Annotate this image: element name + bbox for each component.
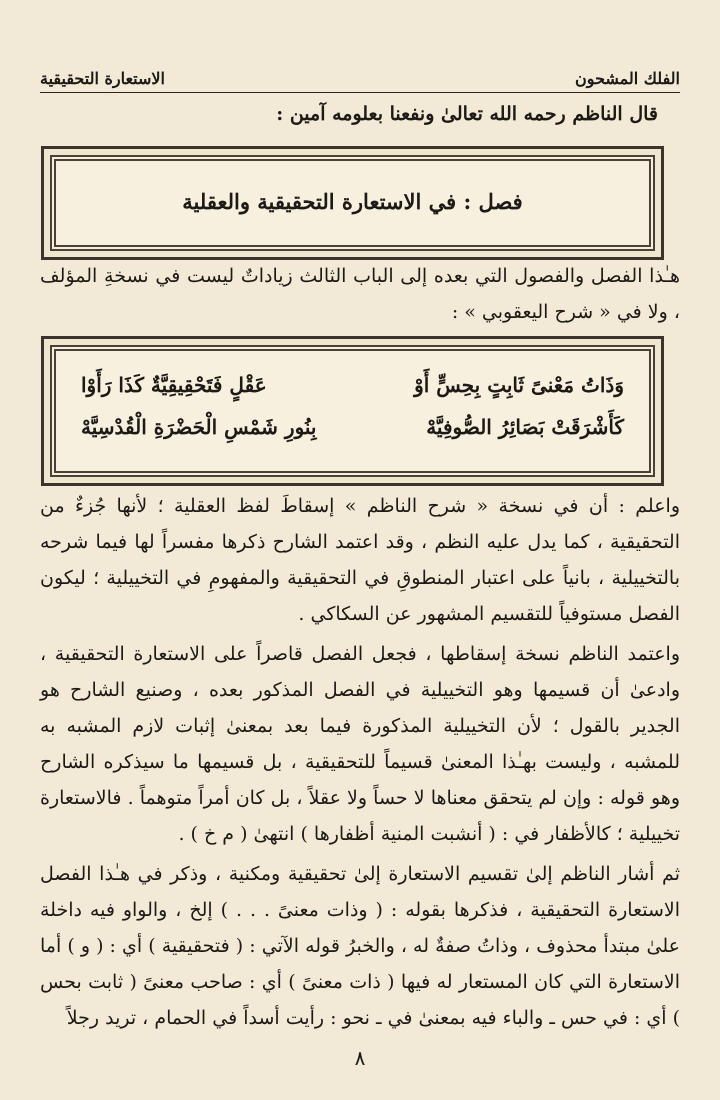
running-head-section-title: الاستعارة التحقيقية [40, 69, 165, 88]
paragraph-intro: هـٰذا الفصل والفصول التي بعده إلى الباب الثالث زياداتٌ ليست في نسخةِ المؤلف ، ولا في « شرح اليعقوبي » : [40, 265, 680, 323]
intro-line: قال الناظم رحمه الله تعالىٰ ونفعنا بعلومه آمين : [276, 103, 658, 125]
paragraph-commentary-2: واعتمد الناظم نسخة إسقاطها ، فجعل الفصل قاصراً على الاستعارة التحقيقية ، وادعىٰ أن قسيمها وهو التخييلية في الفصل المذكور بعده ، وصنيع الشارح هو الجدير بالقول ؛ لأن التخييلية المذكورة فيما بعد بمعنىٰ إثبات لازم المشبه به للمشبه ، وليست بهـٰذا المعنىٰ قسيماً للتحقيقية ، بل قسيمها ما سيذكره الشارح وهو قوله : وإن لم يتحقق معناها لا حساً ولا عقلاً ، بل كان أمراً متوهماً . فالاستعارة تخييلية ؛ كالأظفار في : ( أنشبت المنية أظفارها ) انتهىٰ ( م خ ) . [40, 643, 680, 845]
paragraph-commentary-3: ثم أشار الناظم إلىٰ تقسيم الاستعارة إلىٰ تحقيقية ومكنية ، وذكر في هـٰذا الفصل الاستعارة التحقيقية ، فذكرها بقوله : ( وذات معنىً . . . ) إلخ ، والواو فيه داخلة علىٰ مبتدأ محذوف ، وذاتُ صفةٌ له ، والخبرُ قوله الآتي : ( فتحقيقية ) أي : ( و ) أما الاستعارة التي كان المستعار له فيها ( ذات معنىً ) أي : صاحب معنىً ( ثابت بحس ) أي : في حس ـ والباء فيه بمعنىٰ في ـ نحو : رأيت أسداً في الحمام ، تريد رجلاً [40, 863, 680, 1029]
running-head-book-title: الفلك المشحون [575, 69, 680, 88]
poem-line-1 [81, 373, 624, 397]
chapter-title-frame-inner [50, 155, 655, 251]
chapter-title-frame [41, 146, 664, 260]
poem-frame-inner [50, 345, 655, 477]
poem-line-2-second-hemistich: بِنُورِ شَمْسِ الْحَضْرَةِ الْقُدْسِيَّهْ [81, 415, 317, 439]
poem-line-2-first-hemistich: كَأَشْرَقَتْ بَصَائِرُ الصُّوفِيَّهْ [426, 415, 624, 439]
paragraph-commentary-1: واعلم : أن في نسخة « شرح الناظم » إسقاطَ لفظ العقلية ؛ لأنها جُزءٌ من التحقيقية ، كما يدل عليه النظم ، وقد اعتمد الشارح ذكرها مفسراً لها فيما شرحه بالتخييلية ، بانياً على اعتبار المنطوقِ في التحقيقية والمفهومِ في التخييلية ؛ ليكون الفصل مستوفياً للتقسيم المشهور عن السكاكي . [40, 495, 680, 625]
page-number: ٨ [354, 1046, 366, 1070]
poem-line-1-second-hemistich: عَقْلٍ فَتَحْقِيقِيَّةٌ كَذَا رَأَوْا [81, 373, 267, 397]
poem-line-1-first-hemistich: وَذَاتُ مَعْنىً ثَابِتٍ بِحِسٍّ أَوْ [414, 373, 624, 397]
poem-frame [41, 336, 664, 486]
chapter-title: فصل : في الاستعارة التحقيقية والعقلية [182, 189, 523, 214]
poem-line-2 [81, 415, 624, 439]
running-head [40, 58, 680, 93]
